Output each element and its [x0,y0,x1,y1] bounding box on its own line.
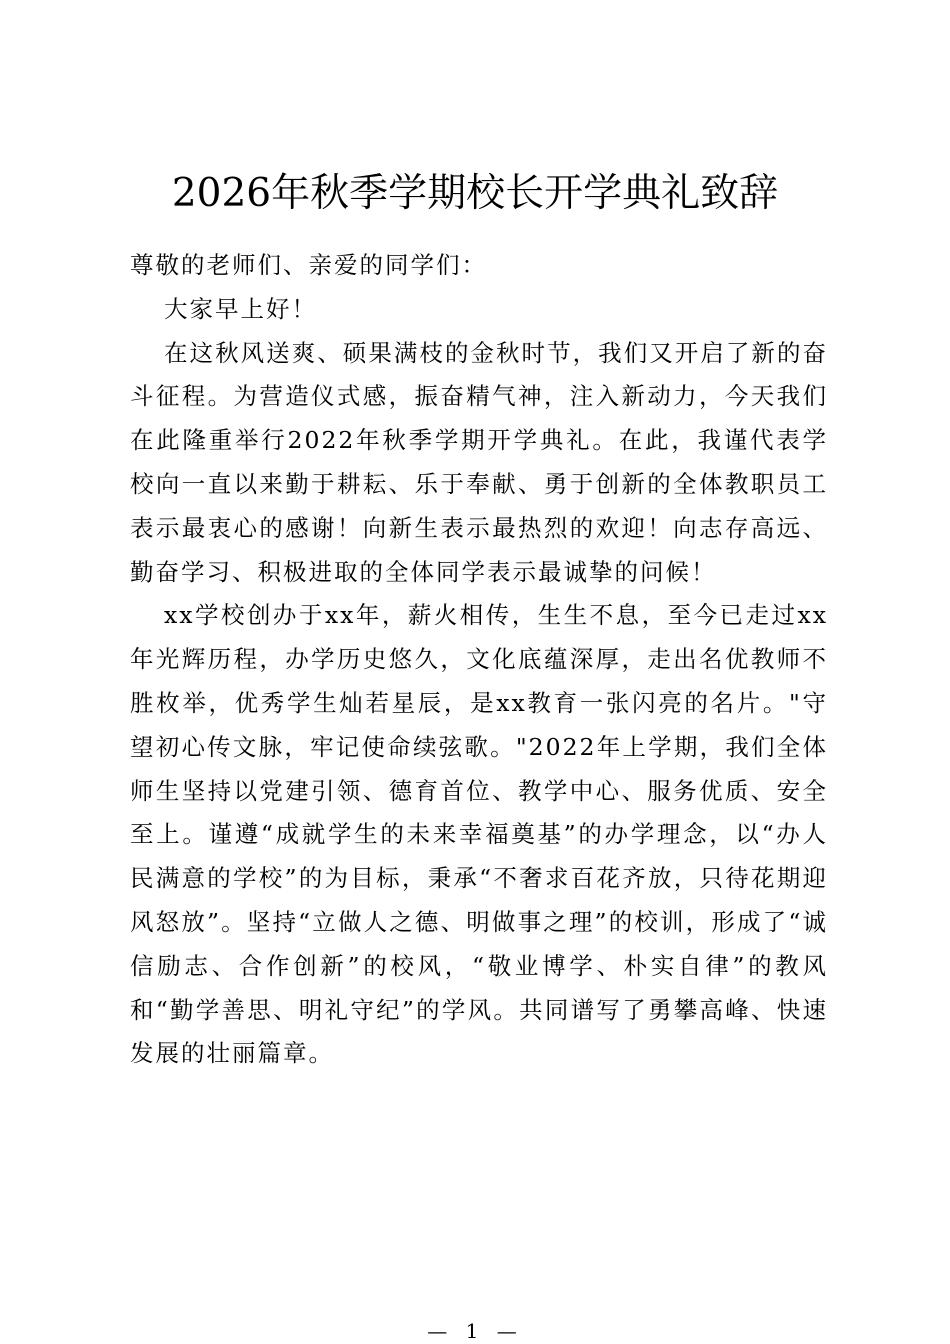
page-number: — 1 — [427,1319,523,1343]
document-body [130,244,828,1076]
salutation: 尊敬的老师们、亲爱的同学们： [130,251,487,279]
paragraph-greeting: 大家早上好！ [164,294,317,323]
document-title: 2026年秋季学期校长开学典礼致辞 [171,171,779,216]
paragraph-opening: 在这秋风送爽、硕果满枝的金秋时节，我们又开启了新的奋斗征程。为营造仪式感，振奋精气神，注入新动力，今天我们在此隆重举行2022年秋季学期开学典礼。在此，我谨代表学校向一直以来勤于耕耘、乐于奉献、勇于创新的全体教职员工表示最衷心的感谢！向新生表示最热烈的欢迎！向志存高远、勤奋学习、积极进取的全体同学表示最诚挚的问候！ [130,338,828,586]
paragraph-school-history: xx学校创办于xx年，薪火相传，生生不息，至今已走过xx年光辉历程，办学历史悠久，文化底蕴深厚，走出名优教师不胜枚举，优秀学生灿若星辰，是xx教育一张闪亮的名片。"守望初心传文脉，牢记使命续弦歌。"2022年上学期，我们全体师生坚持以党建引领、德育首位、教学中心、服务优质、安全至上。谨遵“成就学生的未来幸福奠基”的办学理念，以“办人民满意的学校”的为目标，秉承“不奢求百花齐放，只待花期迎风怒放”。坚持“立做人之德、明做事之理”的校训，形成了“诚信励志、合作创新”的校风，“敬业博学、朴实自律”的教风和“勤学善思、明礼守纪”的学风。共同谱写了勇攀高峰、快速发展的壮丽篇章。 [130,601,828,1068]
